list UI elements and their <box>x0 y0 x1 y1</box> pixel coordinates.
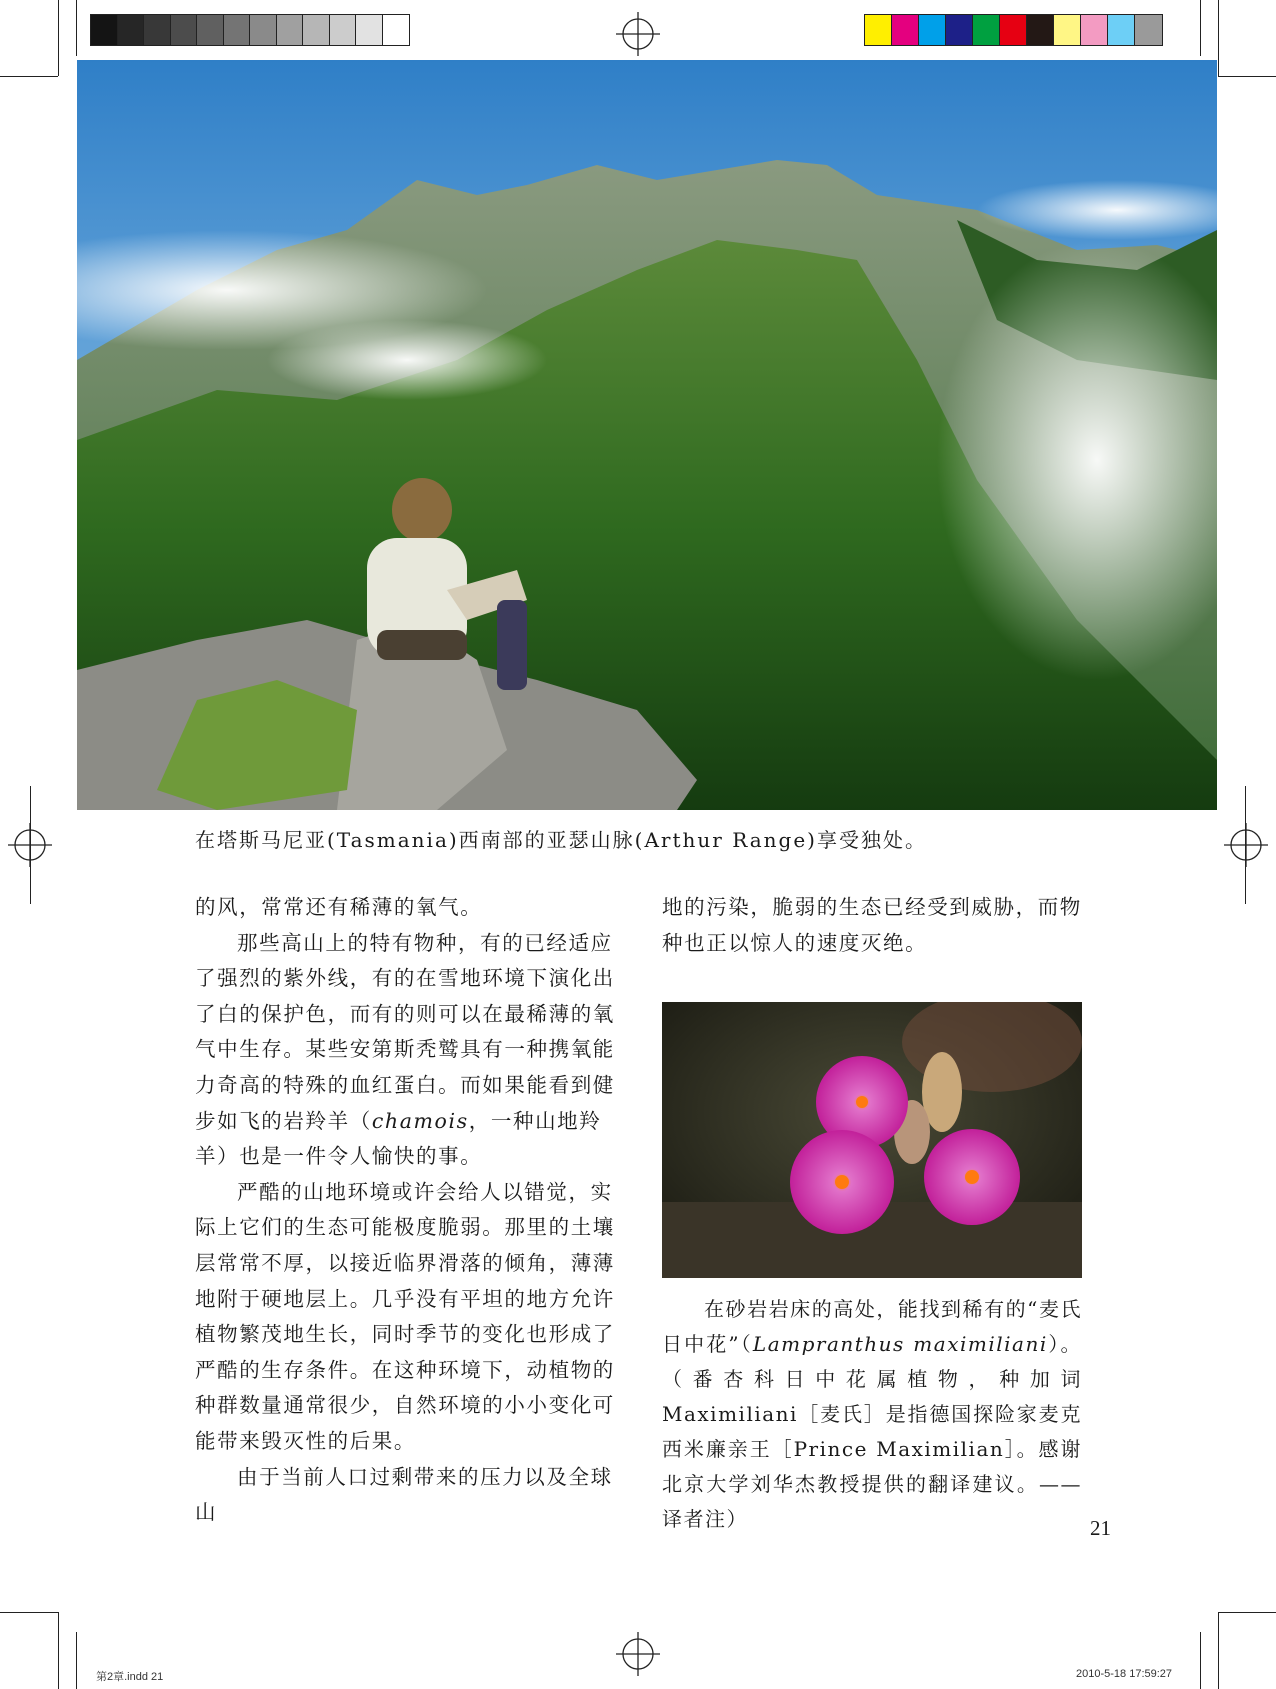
color-swatch <box>303 15 330 45</box>
color-swatch <box>1081 15 1108 45</box>
caption-paragraph <box>662 1292 1082 1537</box>
paragraph-text: 那些高山上的特有物种，有的已经适应了强烈的紫外线，有的在雪地环境下演化出了白的保护色，而有的则可以在最稀薄的氧气中生存。某些安第斯秃鹫具有一种携氧能力奇高的特殊的血红蛋白。而如果能看到健步如飞的岩羚羊（ <box>195 930 615 1133</box>
color-swatch <box>1054 15 1081 45</box>
flower-photo <box>662 1002 1082 1278</box>
crop-mark <box>76 0 77 56</box>
color-swatch <box>197 15 224 45</box>
caption-text: (Arthur Range) <box>634 828 817 852</box>
paragraph <box>195 926 615 1175</box>
crop-mark <box>1218 76 1276 77</box>
crop-mark <box>1218 1612 1276 1613</box>
color-swatch <box>91 15 118 45</box>
color-swatch <box>973 15 1000 45</box>
color-swatch <box>865 15 892 45</box>
caption-text: 在砂岩岩床的高处，能找到稀有的“麦氏日中花”（ <box>662 1297 1082 1356</box>
color-swatch <box>118 15 145 45</box>
caption-text: 西南部的亚瑟山脉 <box>458 828 635 852</box>
slug-timestamp: 2010-5-18 17:59:27 <box>1076 1668 1173 1680</box>
crop-mark <box>0 1612 58 1613</box>
color-swatch <box>383 15 410 45</box>
crop-mark <box>76 1632 77 1689</box>
color-swatch <box>277 15 304 45</box>
species-name: Lampranthus maximiliani <box>752 1332 1048 1356</box>
body-text-right-column <box>662 890 1082 961</box>
italic-term: chamois <box>371 1108 469 1133</box>
process-color-bar <box>864 14 1163 46</box>
crop-mark <box>1218 1612 1219 1689</box>
paragraph: 的风，常常还有稀薄的氧气。 <box>195 895 483 919</box>
color-swatch <box>1027 15 1054 45</box>
paragraph: 由于当前人口过剩带来的压力以及全球山 <box>195 1464 613 1525</box>
crop-mark <box>0 76 58 77</box>
page-number: 21 <box>1090 1516 1111 1540</box>
color-swatch <box>224 15 251 45</box>
caption-text: ）。（番杏科日中花属植物，种加词 Maximiliani［麦氏］是指德国探险家麦克西米廉亲王［Prince Maximilian］。感谢北京大学刘华杰教授提供的翻译建议。——译者注） <box>662 1332 1082 1531</box>
body-text-left-column <box>195 890 615 1531</box>
color-swatch <box>892 15 919 45</box>
color-swatch <box>946 15 973 45</box>
color-swatch <box>171 15 198 45</box>
color-swatch <box>919 15 946 45</box>
paragraph: 地的污染，脆弱的生态已经受到威胁，而物种也正以惊人的速度灭绝。 <box>662 895 1082 955</box>
crop-mark <box>1218 0 1219 76</box>
registration-mark-icon <box>8 823 52 867</box>
gray-ramp-color-bar <box>90 14 410 46</box>
paragraph-text: ，一种山地羚羊）也是一件令人愉快的事。 <box>195 1108 602 1169</box>
crop-mark <box>58 1612 59 1689</box>
color-swatch <box>356 15 383 45</box>
color-swatch <box>144 15 171 45</box>
caption-text: 在塔斯马尼亚 <box>195 828 327 852</box>
mountain-photo <box>77 60 1217 810</box>
crop-mark <box>1200 1632 1201 1689</box>
color-swatch <box>1108 15 1135 45</box>
color-swatch <box>250 15 277 45</box>
paragraph: 严酷的山地环境或许会给人以错觉，实际上它们的生态可能极度脆弱。那里的土壤层常常不厚，以接近临界滑落的倾角，薄薄地附于硬地层上。几乎没有平坦的地方允许植物繁茂地生长，同时季节的变化也形成了严酷的生存条件。在这种环境下，动植物的种群数量通常很少，自然环境的小小变化可能带来毁灭性的后果。 <box>195 1179 615 1453</box>
flower-photo-caption <box>662 1292 1082 1537</box>
caption-text: 享受独处。 <box>816 828 927 852</box>
caption-text: (Tasmania) <box>327 828 459 852</box>
main-photo-caption <box>195 826 1095 854</box>
registration-mark-icon <box>1224 823 1268 867</box>
crop-mark <box>1200 0 1201 56</box>
color-swatch <box>1135 15 1162 45</box>
color-swatch <box>1000 15 1027 45</box>
color-swatch <box>330 15 357 45</box>
registration-mark-icon <box>616 1632 660 1676</box>
slug-file-name: 第2章.indd 21 <box>96 1671 164 1683</box>
crop-mark <box>58 0 59 76</box>
registration-mark-icon <box>616 12 660 56</box>
